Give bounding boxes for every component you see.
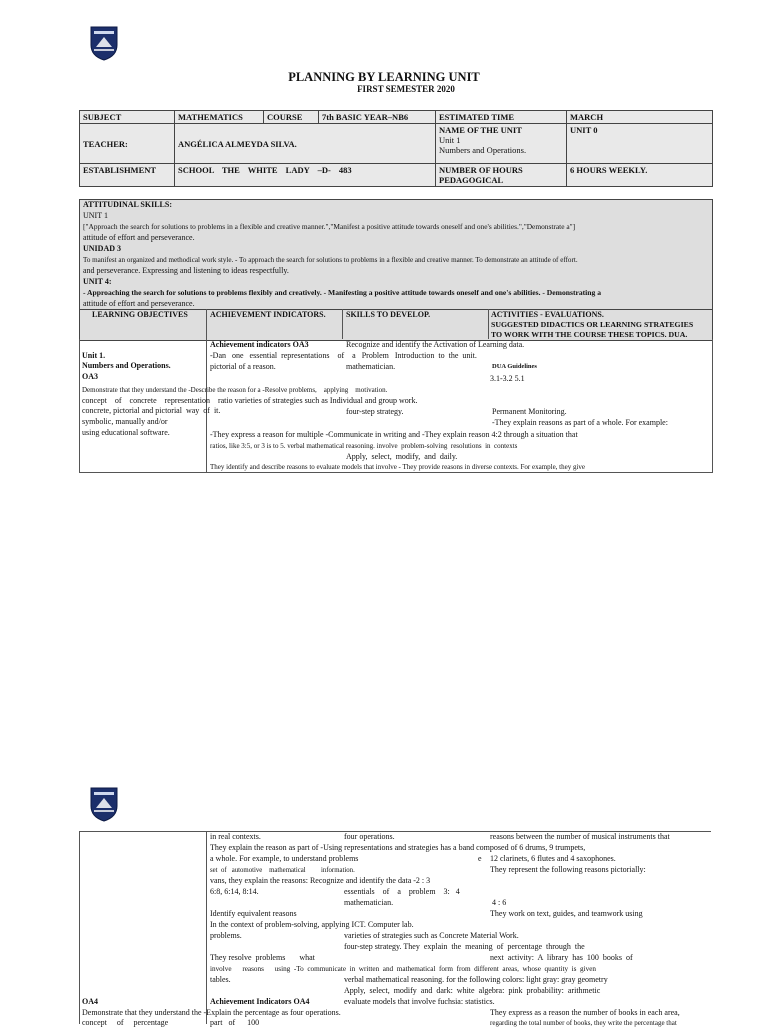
school-logo (89, 25, 119, 61)
p1-indicators-oa3: Achievement indicators OA3 (210, 340, 309, 349)
unit-name-line-1: Unit 1 (439, 135, 461, 145)
p1-apply: Apply, select, modify, and daily. (346, 452, 458, 461)
teacher-value: ANGÉLICA ALMEYDA SILVA. (175, 124, 436, 164)
unit-value: UNIT 0 (567, 124, 713, 164)
p1-identify: They identify and describe reasons to evaluate models that involve - They provide reasons in diverse contexts. For example, they give (210, 463, 586, 471)
p1-concept: concept of concrete representation ratio varieties of strategies such as Individual and group work. (82, 396, 418, 405)
unit3-label: UNIDAD 3 (83, 244, 121, 253)
p1-monitoring: Permanent Monitoring. (492, 407, 567, 416)
header-table (79, 110, 713, 187)
course-label: COURSE (264, 111, 319, 124)
p1-oa3: OA3 (82, 372, 98, 381)
col-skills: SKILLS TO DEVELOP. (346, 310, 431, 319)
p2-next-activity: next activity: A library has 100 books of (490, 953, 633, 962)
p1-software: using educational software. (82, 428, 170, 437)
col-activities-1: ACTIVITIES - EVALUATIONS. (491, 310, 604, 319)
p2-explain-part: They explain the reason as part of -Using representations and strategies has a band composed of 6 drums, 9 trumpets, (210, 843, 586, 852)
p2-ratio-4-6: 4 : 6 (492, 898, 507, 907)
p2-evaluate-models: evaluate models that involve fuchsia: statistics. (344, 997, 495, 1006)
col-activities-3: TO WORK WITH THE COURSE THESE TOPICS. DUA. (491, 330, 688, 339)
page2-left-border (79, 831, 80, 1024)
unit1-label: UNIT 1 (83, 211, 108, 220)
p2-demonstrate: Demonstrate that they understand the -Explain the percentage as four operations. (82, 1008, 341, 1017)
unit4-label: UNIT 4: (83, 277, 112, 286)
p2-regarding-total: regarding the total number of books, they write the percentage that (490, 1019, 677, 1027)
p1-express-reason: -They express a reason for multiple -Communicate in writing and -They explain reason 4:2 through a situation that (210, 430, 578, 439)
p2-work-on-text: They work on text, guides, and teamwork using (490, 909, 643, 918)
establishment-value: SCHOOL THE WHITE LADY –D- 483 (175, 164, 436, 187)
p2-essentials: essentials of a problem 3: 4 (344, 887, 460, 896)
page-title: PLANNING BY LEARNING UNIT (288, 70, 480, 84)
p2-vans: vans, they explain the reasons: Recognize and identify the data -2 : 3 (210, 876, 431, 885)
p2-mathematician: mathematician. (344, 898, 394, 907)
teacher-label: TEACHER: (80, 124, 175, 164)
p2-varieties: varieties of strategies such as Concrete Material Work. (344, 931, 519, 940)
p2-set-automotive: set of automotive mathematical information. (210, 867, 355, 874)
p1-numbers-ops: Numbers and Operations. (82, 361, 171, 370)
p2-oa4: OA4 (82, 997, 98, 1006)
page-subtitle: FIRST SEMESTER 2020 (357, 84, 455, 94)
p2-problems: problems. (210, 931, 242, 940)
unit1-line-1: ["Approach the search for solutions to problems in a flexible and creative manner.","Manifest a positive attitude towards oneself and one's abilities.","Demonstrate a"] (83, 222, 576, 231)
p2-identify-equivalent: Identify equivalent reasons (210, 909, 297, 918)
unit-name-label: NAME OF THE UNIT (439, 125, 522, 135)
p2-part-100: part of 100 (210, 1018, 260, 1027)
p2-resolve-problems: They resolve problems what (210, 953, 315, 962)
unit4-line-1: - Approaching the search for solutions to problems flexibly and creatively. - Manifesting a positive attitude towards oneself and one's abilities. - Demonstrating a (83, 288, 601, 297)
p1-unit1: Unit 1. (82, 351, 106, 360)
p2-context-problem: In the context of problem-solving, applying ICT. Computer lab. (210, 920, 414, 929)
hours-label-1: NUMBER OF HOURS (439, 165, 523, 175)
p2-reasons-instruments: reasons between the number of musical instruments that (490, 832, 670, 841)
col-activities-2: SUGGESTED DIDACTICS OR LEARNING STRATEGIES (491, 320, 694, 329)
p2-tables: tables. (210, 975, 231, 984)
unit-name-cell (436, 124, 567, 164)
p1-four-step: four-step strategy. (346, 407, 404, 416)
p1-symbolic: symbolic, manually and/or (82, 417, 168, 426)
col-divider-3 (488, 309, 489, 339)
course-value: 7th BASIC YEAR–NB6 (319, 111, 436, 124)
p1-concrete: concrete, pictorial and pictorial way of it. (82, 406, 221, 415)
p2-involve-reasons: involve reasons using -To communicate in written and mathematical form from different areas, whose quantity is given (210, 965, 596, 973)
col-achievement-indicators: ACHIEVEMENT INDICATORS. (210, 310, 326, 319)
p2-e: e (478, 854, 482, 863)
col-learning-objectives: LEARNING OBJECTIVES (92, 310, 188, 319)
establishment-label: ESTABLISHMENT (80, 164, 175, 187)
page2-divider-1 (206, 831, 207, 1024)
p2-four-ops: four operations. (344, 832, 395, 841)
p2-apply-select: Apply, select, modify and dark: white algebra: pink probability: arithmetic (344, 986, 601, 995)
p1-dua-guidelines: DUA Guidelines (492, 363, 537, 370)
p1-mathematician: mathematician. (346, 362, 396, 371)
school-logo-2 (89, 786, 119, 822)
p1-recognize: Recognize and identify the Activation of Learning data. (346, 340, 525, 349)
estimated-time-value: MARCH (567, 111, 713, 124)
unit-name-line-2: Numbers and Operations. (439, 145, 527, 155)
subject-value: MATHEMATICS (175, 111, 264, 124)
p1-line-dan: -Dan one essential representations of a Problem Introduction to the unit. (210, 351, 477, 360)
p2-verbal-reasoning: verbal mathematical reasoning. for the following colors: light gray: gray geometry (344, 975, 608, 984)
unit3-line-1: To manifest an organized and methodical work style. - To approach the search for solutions to problems in a flexible and creative manner. To demonstrate an attitude of effort. (83, 256, 578, 264)
hours-value: 6 HOURS WEEKLY. (567, 164, 713, 187)
unit3-line-2: and perseverance. Expressing and listening to ideas respectfully. (83, 266, 289, 275)
p2-four-step: four-step strategy. They explain the meaning of percentage through the (344, 942, 585, 951)
p2-real-contexts: in real contexts. (210, 832, 261, 841)
p1-dua-codes: 3.1-3.2 5.1 (490, 374, 525, 383)
p1-demonstrate: Demonstrate that they understand the -Describe the reason for a -Resolve problems, applying motivation. (82, 386, 388, 394)
p2-indicators-oa4: Achievement Indicators OA4 (210, 997, 310, 1006)
hours-cell (436, 164, 567, 187)
subject-label: SUBJECT (80, 111, 175, 124)
col-divider-2 (342, 309, 343, 339)
p2-clarinets: 12 clarinets, 6 flutes and 4 saxophones. (490, 854, 616, 863)
p1-ratios: ratios, like 3:5, or 3 is to 5. verbal mathematical reasoning. involve problem-solving resolutions in contexts (210, 442, 518, 450)
attitudinal-heading: ATTITUDINAL SKILLS: (83, 200, 172, 209)
estimated-time-label: ESTIMATED TIME (436, 111, 567, 124)
p2-concept-percentage: concept of percentage (82, 1018, 169, 1027)
p2-represent: They represent the following reasons pictorially: (490, 865, 646, 874)
unit4-line-2: attitude of effort and perseverance. (83, 299, 195, 308)
p2-whole-example: a whole. For example, to understand problems (210, 854, 359, 863)
p2-express-books: They express as a reason the number of books in each area, (490, 1008, 680, 1017)
p1-pictorial: pictorial of a reason. (210, 362, 276, 371)
p2-ratios-list: 6:8, 6:14, 8:14. (210, 887, 259, 896)
p1-explain-reasons: -They explain reasons as part of a whole. For example: (492, 418, 668, 427)
hours-label-2: PEDAGOGICAL (439, 175, 504, 185)
unit1-line-2: attitude of effort and perseverance. (83, 233, 195, 242)
